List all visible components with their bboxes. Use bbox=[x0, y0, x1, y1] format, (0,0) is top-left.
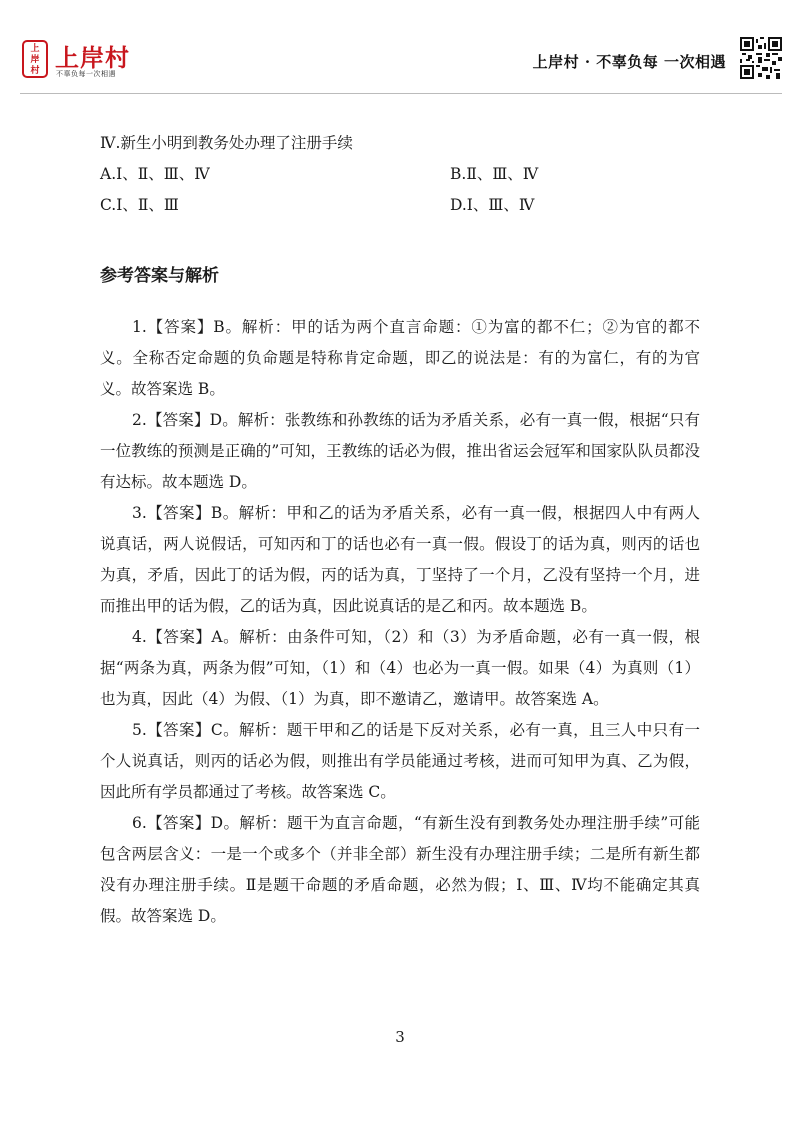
question-statement-iv: Ⅳ.新生小明到教务处办理了注册手续 bbox=[100, 134, 353, 152]
answer-explanation-4: 4.【答案】A。解析：由条件可知，（2）和（3）为矛盾命题，必有一真一假，根据“两条为真，两条为假”可知，（1）和（4）也必为一真一假。如果（4）为真则（1）也为真，因此（4）为假、（1）为真，即不邀请乙，邀请甲。故答案选 A。 bbox=[100, 628, 700, 708]
seal-char: 村 bbox=[30, 66, 40, 76]
brand-tagline: 不辜负每一次相遇 bbox=[56, 70, 116, 78]
option-b: B.Ⅱ、Ⅲ、Ⅳ bbox=[450, 165, 539, 183]
qr-code-icon bbox=[740, 37, 782, 79]
seal-char: 岸 bbox=[30, 55, 40, 65]
header-slogan: 上岸村 · 不辜负每 一次相遇 bbox=[532, 53, 726, 71]
option-d: D.Ⅰ、Ⅲ、Ⅳ bbox=[450, 196, 535, 214]
answer-options bbox=[100, 159, 700, 221]
header-divider bbox=[20, 93, 782, 94]
answer-explanation-5: 5.【答案】C。解析：题干甲和乙的话是下反对关系，必有一真，且三人中只有一个人说真话，则丙的话必为假，则推出有学员能通过考核，进而可知甲为真、乙为假，因此所有学员都通过了考核。故答案选 C。 bbox=[100, 721, 700, 801]
answer-explanation-6: 6.【答案】D。解析：题干为直言命题，“有新生没有到教务处办理注册手续”可能包含两层含义：一是一个或多个（并非全部）新生没有办理注册手续；二是所有新生都没有办理注册手续。Ⅱ是题干命题的矛盾命题，必然为假；Ⅰ、Ⅲ、Ⅳ均不能确定其真假。故答案选 D。 bbox=[100, 814, 700, 925]
option-a: A.Ⅰ、Ⅱ、Ⅲ、Ⅳ bbox=[100, 165, 210, 183]
seal-char: 上 bbox=[30, 44, 40, 54]
answer-explanation-1: 1.【答案】B。解析：甲的话为两个直言命题：①为富的都不仁；②为官的都不义。全称否定命题的负命题是特称肯定命题，即乙的说法是：有的为富仁，有的为官义。故答案选 B。 bbox=[100, 318, 700, 398]
answer-explanation-2: 2.【答案】D。解析：张教练和孙教练的话为矛盾关系，必有一真一假，根据“只有一位教练的预测是正确的”可知，王教练的话必为假，推出省运会冠军和国家队队员都没有达标。故本题选 D。 bbox=[100, 411, 700, 491]
option-c: C.Ⅰ、Ⅱ、Ⅲ bbox=[100, 196, 179, 214]
page-body bbox=[100, 128, 700, 932]
answer-explanation-3: 3.【答案】B。解析：甲和乙的话为矛盾关系，必有一真一假，根据四人中有两人说真话，两人说假话，可知丙和丁的话也必有一真一假。假设丁的话为真，则丙的话也为真，矛盾，因此丁的话为假，丙的话为真，丁坚持了一个月，乙没有坚持一个月，进而推出甲的话为假，乙的话为真，因此说真话的是乙和丙。故本题选 B。 bbox=[100, 504, 700, 615]
brand-seal-logo bbox=[22, 40, 48, 78]
answers-section-title: 参考答案与解析 bbox=[100, 266, 219, 286]
brand-name: 上岸村 bbox=[55, 44, 130, 72]
page-header bbox=[0, 0, 800, 96]
page-number: 3 bbox=[395, 1028, 405, 1046]
